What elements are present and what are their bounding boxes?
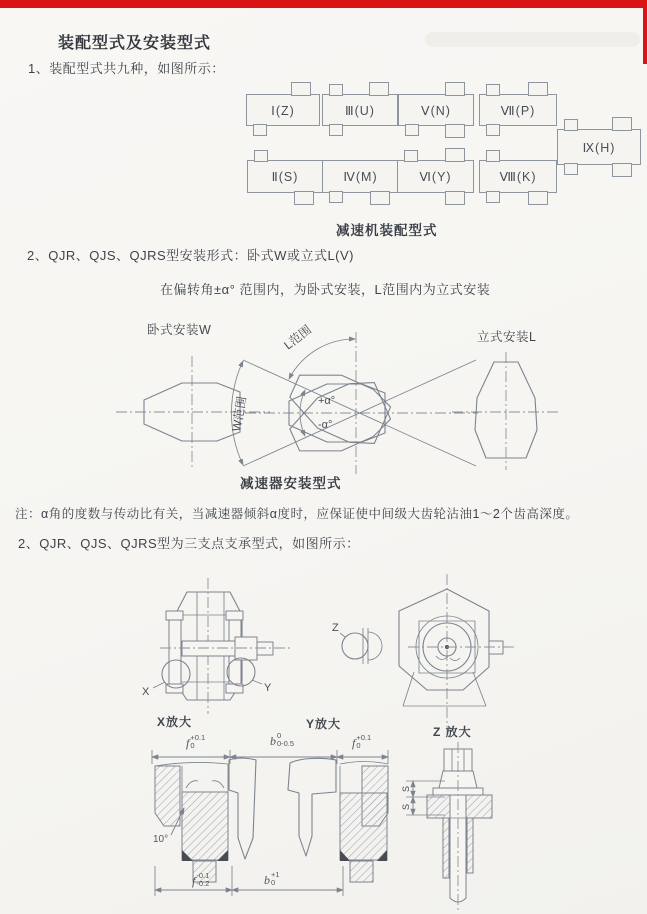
assembly-type-box-VII-P <box>479 94 557 126</box>
dim-f-bottom: f -0.1 -0.2 <box>192 871 210 888</box>
shaft-tab <box>445 148 465 162</box>
vertical-install-diagram <box>452 352 560 470</box>
assembly-diagram-caption: 减速机装配型式 <box>336 223 438 238</box>
shaft-tab <box>329 124 343 136</box>
shaft-tab <box>486 84 500 96</box>
callout-x-label: X <box>142 686 150 698</box>
angle-10-label: 10° <box>153 834 169 845</box>
detail-z-drawing <box>401 742 492 910</box>
shaft-tab <box>564 119 578 131</box>
assembly-type-label: Ⅰ(Z) <box>271 103 295 118</box>
assembly-type-label: Ⅸ(H) <box>582 140 616 155</box>
installation-diagrams <box>0 315 647 485</box>
shaft-tab <box>564 163 578 175</box>
l-range-label: L范围 <box>281 322 315 353</box>
shaft-tab <box>370 191 390 205</box>
dim-b-bottom: b +1 0 <box>264 870 280 887</box>
assembly-type-box-VIII-K <box>479 160 557 193</box>
horizontal-install-label: 卧式安装W <box>147 323 212 337</box>
shaft-tab <box>612 163 632 177</box>
support-drawings <box>0 555 647 914</box>
assembly-type-box-V-N <box>398 94 474 126</box>
assembly-type-label: Ⅷ(K) <box>499 170 537 184</box>
dim-s1-label: S <box>401 785 411 792</box>
shaft-tab <box>405 124 419 136</box>
shaft-tab <box>445 191 465 205</box>
detail-y-drawing <box>288 758 388 882</box>
assembly-type-box-II-S <box>247 160 323 193</box>
shaft-tab <box>329 191 343 203</box>
shaft-tab <box>254 150 268 162</box>
side-view-drawing <box>142 578 290 714</box>
dim-f-top-left: f +0.1 0 <box>186 733 206 750</box>
dim-s2-label: S <box>401 803 411 810</box>
assembly-type-box-IX-H <box>557 129 641 165</box>
assembly-type-label: Ⅳ(M) <box>343 170 378 184</box>
front-view-drawing <box>332 574 516 740</box>
paragraph-three-point-support: 2、QJR、QJS、QJRS型为三支点支承型式，如图所示： <box>18 536 360 551</box>
minus-alpha-label: -α° <box>318 419 333 431</box>
angle-range-diagram <box>229 322 478 474</box>
vertical-install-label: 立式安装L <box>477 330 537 344</box>
shaft-tab <box>369 82 389 96</box>
assembly-type-label: Ⅱ(S) <box>271 170 299 184</box>
assembly-type-label: Ⅴ(N) <box>421 103 451 118</box>
shaft-tab <box>445 124 465 138</box>
shaft-tab <box>528 82 548 96</box>
shaft-tab <box>291 82 311 96</box>
ink-bleed-mark <box>425 32 640 47</box>
shaft-tab <box>404 150 418 162</box>
assembly-type-label: Ⅵ(Y) <box>419 170 452 184</box>
assembly-type-label: Ⅶ(P) <box>500 103 536 118</box>
shaft-tab <box>445 82 465 96</box>
horizontal-install-diagram <box>116 356 270 469</box>
shaft-tab <box>612 117 632 131</box>
w-range-label: W范围 <box>229 395 250 433</box>
shaft-tab <box>486 150 500 162</box>
install-diagram-caption: 减速器安装型式 <box>240 476 342 491</box>
shaft-tab <box>528 191 548 205</box>
callout-y-label: Y <box>264 682 272 694</box>
note-line: 注：α角的度数与传动比有关，当减速器倾斜α度时，应保证使中间级大齿轮沾油1～2个齿高深度。 <box>15 507 579 521</box>
assembly-type-box-III-U <box>322 94 398 126</box>
red-border-top <box>0 0 647 8</box>
shaft-tab <box>329 84 343 96</box>
red-border-right <box>643 0 647 64</box>
page-title: 装配型式及安装型式 <box>58 35 212 52</box>
assembly-type-box-I-Z <box>246 94 320 126</box>
shaft-tab <box>294 191 314 205</box>
dim-f-top-right: f +0.1 0 <box>352 733 372 750</box>
z-enlargement-caption: Z 放大 <box>433 725 472 739</box>
shaft-tab <box>486 191 500 203</box>
shaft-tab <box>253 124 267 136</box>
paragraph-install-forms: 2、QJR、QJS、QJRS型安装形式：卧式W或立式L(V) <box>27 248 355 263</box>
y-enlargement-caption: Y放大 <box>306 717 342 731</box>
plus-alpha-label: +α° <box>318 395 336 407</box>
assembly-type-box-IV-M <box>322 160 399 193</box>
shaft-tab <box>486 124 500 136</box>
assembly-type-box-VI-Y <box>397 160 474 193</box>
assembly-type-label: Ⅲ(U) <box>345 103 375 118</box>
paragraph-deflection-angle: 在偏转角±α° 范围内，为卧式安装，L范围内为立式安装 <box>160 282 491 297</box>
x-enlargement-caption: X放大 <box>157 715 193 729</box>
callout-z-label: Z <box>332 622 339 634</box>
paragraph-assembly-types: 1、装配型式共九种，如图所示： <box>28 61 225 76</box>
dim-b-top: b 0 0-0.5 <box>270 731 295 748</box>
